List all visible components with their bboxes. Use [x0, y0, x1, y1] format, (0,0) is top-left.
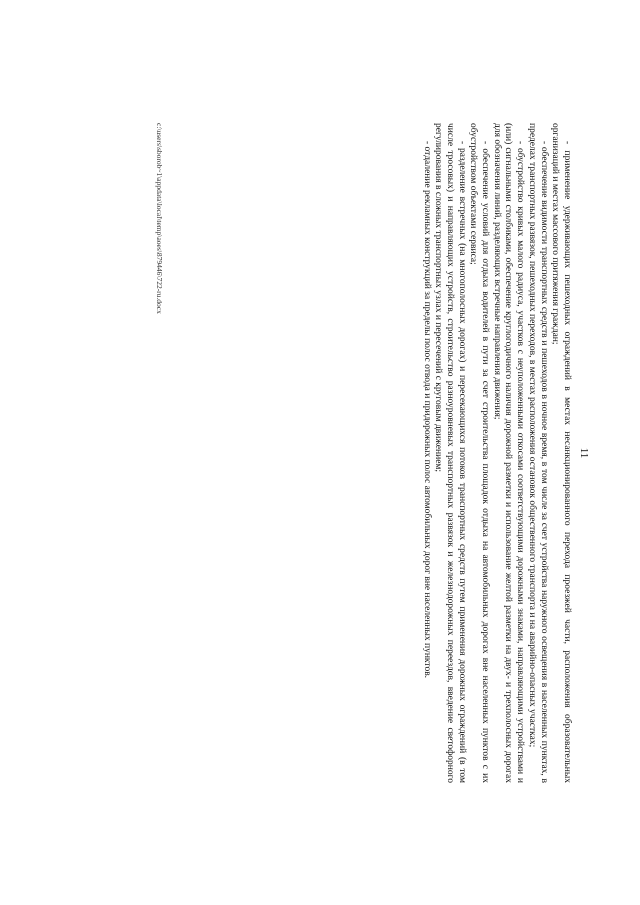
document-body	[420, 123, 572, 783]
paragraph: - разделение встречных (на многополосных дорогах) и пересекающихся потоков транспортных средств путем применения дорожных ограждений (в том числе тросовых) и направляющих устройств, строительство разноуровневых транспортных развязок и железнодорожных переездов, введение светофорного регулирования в сложных транспортных узлах и пересечений с круговым движением;	[433, 122, 467, 783]
paragraph: - обеспечение условий для отдыха водителей в пути за счет строительства площадок отдыха на автомобильных дорогах вне населенных пунктов с их обустройством объектами сервиса;	[468, 122, 491, 783]
paragraph: - обеспечение видимости транспортных средств и пешеходов в ночное время, в том числе за счет устройства наружного освещения в населенных пунктах, в пределах транспортных развязок, пешеходных переходов, в местах расположения остановок общественного транспорта и на аварийно-опасных участках;	[526, 122, 549, 783]
paragraph: - применение удерживающих пешеходных ограждений в местах несанкционированного перехода проезжей части, расположения образовательных организаций и местах массового притяжения граждан;	[550, 122, 572, 783]
paragraph: - отдаление рекламных конструкций за пределы полос отвода и придорожных полос автомобильных дорог вне населенных пунктов.	[421, 140, 432, 678]
footer-file-path: c:\users\sborob~1\appdata\local\temp\aoes\879446\722-ru.docx	[155, 122, 164, 314]
rotated-document-page	[50, 73, 590, 833]
page-number: 11	[578, 447, 590, 458]
paragraph: - обустройство кривых малого радиуса, участков с неуположенными откосами соответствующими дорожными знаками, направляющими устройствами и (или) сигнальными столбиками, обеспечение круглогодичного наличия дорожной разметки и использование желтой разметки на двух- и трехполосных дорогах для обозначения линий, разделяющих встречные направления движения;	[491, 122, 526, 783]
